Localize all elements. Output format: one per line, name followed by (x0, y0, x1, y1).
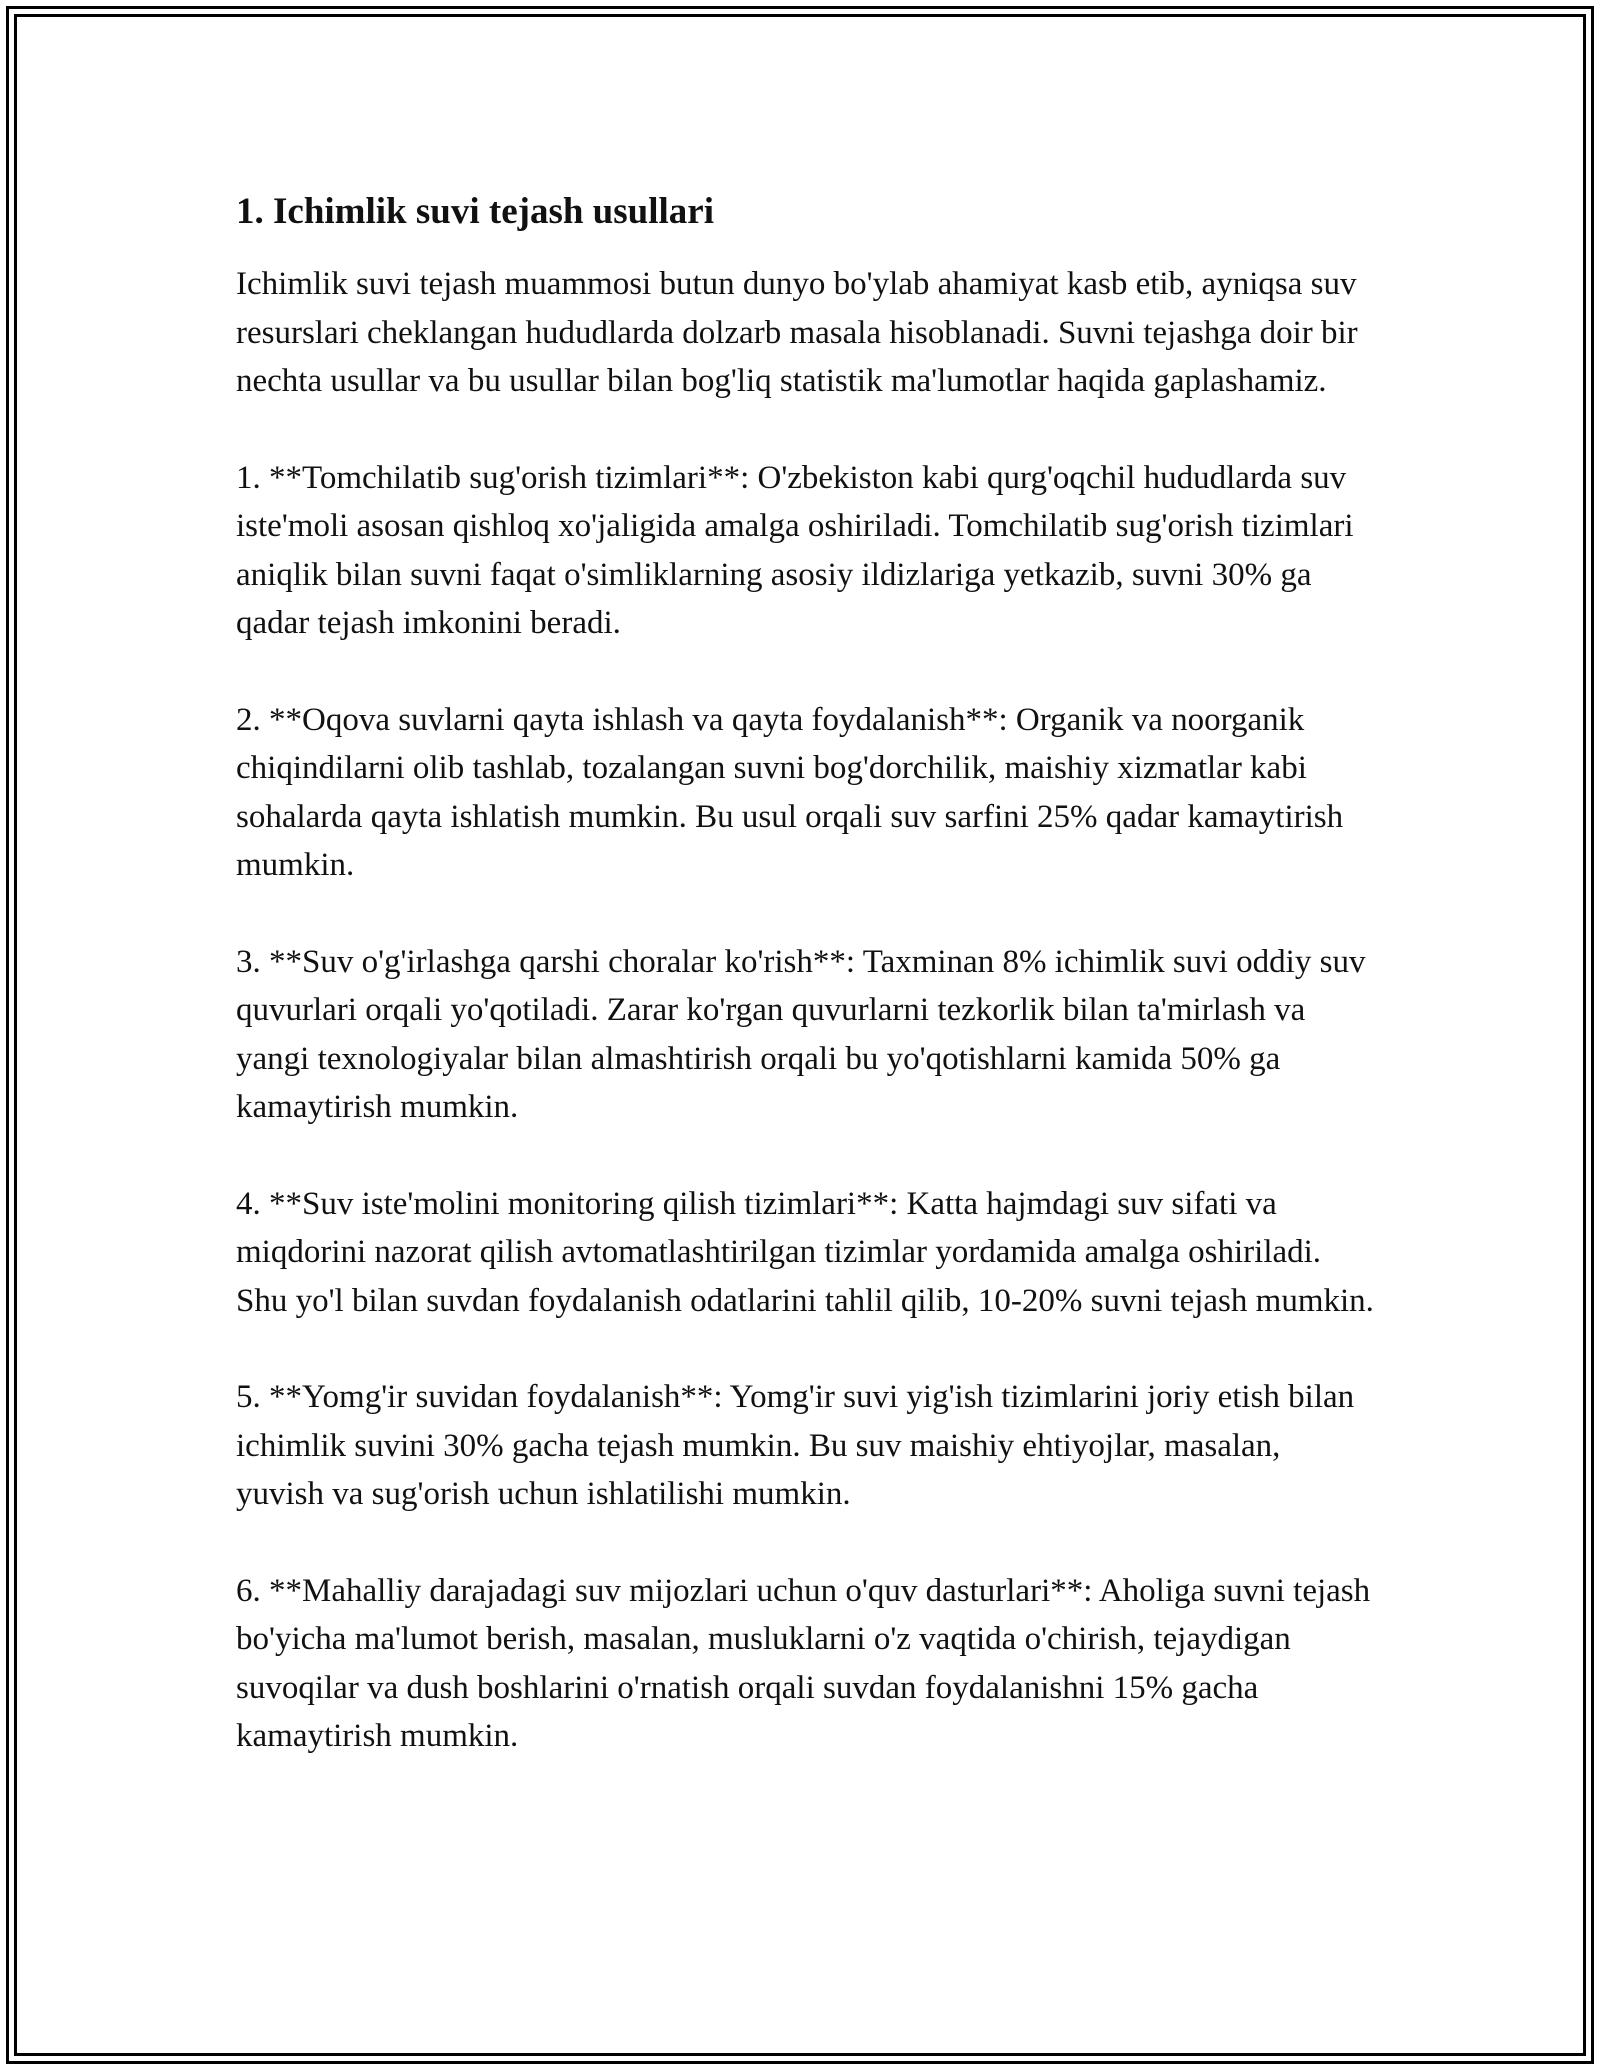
list-item-drip-irrigation: 1. **Tomchilatib sug'orish tizimlari**: O'zbekiston kabi qurg'oqchil hududlarda suv iste'moli asosan qishloq xo'jaligida amalga oshiriladi. Tomchilatib sug'orish tizimlari aniqlik bilan suvni faqat o'simliklarning asosiy ildizlariga yetkazib, suvni 30% ga qadar tejash imkonini beradi. (236, 459, 1354, 641)
document-body (236, 186, 1376, 1809)
intro-paragraph: Ichimlik suvi tejash muammosi butun dunyo bo'ylab ahamiyat kasb etib, ayniqsa suv resurslari cheklangan hududlarda dolzarb masala hisoblanadi. Suvni tejashga doir bir nechta usullar va bu usullar bilan bog'liq statistik ma'lumotlar haqida gaplashamiz. (236, 266, 1358, 399)
document-title: 1. Ichimlik suvi tejash usullari (236, 191, 715, 232)
list-item-leak-prevention: 3. **Suv o'g'irlashga qarshi choralar ko'rish**: Taxminan 8% ichimlik suvi oddiy suv quvurlari orqali yo'qotiladi. Zarar ko'rgan quvurlarni tezkorlik bilan ta'mirlash va yangi texnologiyalar bilan almashtirish orqali bu yo'qotishlarni kamida 50% ga kamaytirish mumkin. (236, 943, 1366, 1125)
list-item-rainwater-harvesting: 5. **Yomg'ir suvidan foydalanish**: Yomg'ir suvi yig'ish tizimlarini joriy etish bilan ichimlik suvini 30% gacha tejash mumkin. Bu suv maishiy ehtiyojlar, masalan, yuvish va sug'orish uchun ishlatilishi mumkin. (236, 1379, 1355, 1512)
list-item-wastewater-reuse: 2. **Oqova suvlarni qayta ishlash va qayta foydalanish**: Organik va noorganik chiqindilarni olib tashlab, tozalangan suvni bog'dorchilik, maishiy xizmatlar kabi sohalarda qayta ishlatish mumkin. Bu usul orqali suv sarfini 25% qadar kamaytirish mumkin. (236, 701, 1344, 883)
list-item-consumption-monitoring: 4. **Suv iste'molini monitoring qilish tizimlari**: Katta hajmdagi suv sifati va miqdorini nazorat qilish avtomatlashtirilgan tizimlar yordamida amalga oshiriladi. Shu yo'l bilan suvdan foydalanish odatlarini tahlil qilib, 10-20% suvni tejash mumkin. (236, 1185, 1374, 1319)
list-item-education-programs: 6. **Mahalliy darajadagi suv mijozlari uchun o'quv dasturlari**: Aholiga suvni tejash bo'yicha ma'lumot berish, masalan, musluklarni o'z vaqtida o'chirish, tejaydigan suvoqilar va dush boshlarini o'rnatish orqali suvdan foydalanishni 15% gacha kamaytirish mumkin. (236, 1572, 1371, 1754)
